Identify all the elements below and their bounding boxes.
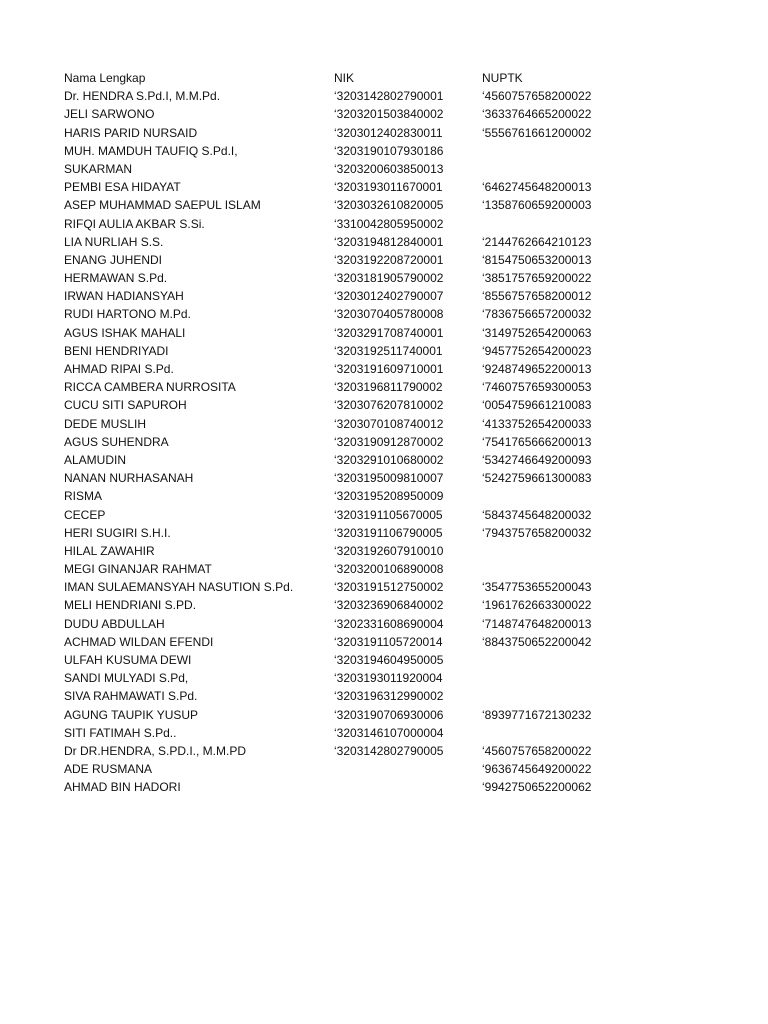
name-cell: JELI SARWONO (64, 107, 155, 122)
name-cell: SITI FATIMAH S.Pd.. (64, 725, 177, 740)
name-cell: MEGI GINANJAR RAHMAT (64, 562, 212, 577)
nuptk-cell: ‘6462745648200013 (482, 180, 592, 195)
name-cell: AHMAD BIN HADORI (64, 780, 181, 795)
nik-cell: ‘3203012402830011 (334, 125, 443, 140)
nik-cell: ‘3203070405780008 (334, 307, 444, 322)
name-cell: ADE RUSMANA (64, 762, 153, 777)
nuptk-cell: ‘9636745649200022 (482, 762, 592, 777)
nik-cell: ‘3202331608690004 (334, 616, 444, 631)
table-row (64, 342, 744, 360)
nik-cell: ‘3203191105720014 (334, 634, 443, 649)
name-cell: LIA NURLIAH S.S. (64, 234, 164, 249)
table-row (64, 760, 744, 778)
table-row (64, 633, 744, 651)
table-row (64, 542, 744, 560)
nik-cell: ‘3203076207810002 (334, 398, 444, 413)
name-cell: SUKARMAN (64, 161, 133, 176)
name-cell: MELI HENDRIANI S.PD. (64, 598, 197, 613)
nuptk-cell: ‘9942750652200062 (482, 780, 592, 795)
nik-cell: ‘3203192208720001 (334, 252, 444, 267)
table-row (64, 651, 744, 669)
nik-cell: ‘3203193011670001 (334, 180, 443, 195)
nik-cell: ‘3203191106790005 (334, 525, 443, 540)
nuptk-cell: ‘5843745648200032 (482, 507, 592, 522)
name-cell: PEMBI ESA HIDAYAT (64, 180, 181, 195)
table-row (64, 487, 744, 505)
header-nik: NIK (334, 71, 355, 85)
nik-cell: ‘3203196811790002 (334, 380, 443, 395)
name-cell: BENI HENDRIYADI (64, 343, 169, 358)
nuptk-cell: ‘8939771672130232 (482, 707, 592, 722)
nik-cell: ‘3203032610820005 (334, 198, 444, 213)
nik-cell: ‘3310042805950002 (334, 216, 444, 231)
table-row (64, 305, 744, 323)
nuptk-cell: ‘7943757658200032 (482, 525, 592, 540)
table-row (64, 105, 744, 123)
name-cell: AGUS ISHAK MAHALI (64, 325, 186, 340)
name-cell: HERMAWAN S.Pd. (64, 271, 168, 286)
table-body (64, 87, 744, 796)
nik-cell: ‘3203190706930006 (334, 707, 444, 722)
table-row (64, 778, 744, 796)
name-cell: HERI SUGIRI S.H.I. (64, 525, 171, 540)
nik-cell: ‘3203192607910010 (334, 543, 444, 558)
table-row (64, 742, 744, 760)
table-row (64, 415, 744, 433)
nuptk-cell: ‘1961762663300022 (482, 598, 592, 613)
nuptk-cell: ‘7836756657200032 (482, 307, 592, 322)
table-row (64, 706, 744, 724)
name-cell: CECEP (64, 507, 106, 522)
table-row (64, 433, 744, 451)
table-row (64, 215, 744, 233)
nik-cell: ‘3203200603850013 (334, 161, 444, 176)
nik-cell: ‘3203291708740001 (334, 325, 444, 340)
nuptk-cell: ‘3149752654200063 (482, 325, 592, 340)
nuptk-cell: ‘7460757659300053 (482, 380, 592, 395)
table-row (64, 524, 744, 542)
nik-cell: ‘3203142802790001 (334, 89, 444, 104)
table-row (64, 596, 744, 614)
nik-cell: ‘3203194812840001 (334, 234, 444, 249)
nuptk-cell: ‘4560757658200022 (482, 743, 592, 758)
table-row (64, 615, 744, 633)
nuptk-cell: ‘3851757659200022 (482, 271, 592, 286)
nik-cell: ‘3203012402790007 (334, 289, 444, 304)
nik-cell: ‘3203190912870002 (334, 434, 444, 449)
nuptk-cell: ‘8843750652200042 (482, 634, 592, 649)
nik-cell: ‘3203142802790005 (334, 743, 444, 758)
name-cell: RISMA (64, 489, 103, 504)
nik-cell: ‘3203201503840002 (334, 107, 444, 122)
table-row (64, 578, 744, 596)
name-cell: RIFQI AULIA AKBAR S.Si. (64, 216, 205, 231)
name-cell: ACHMAD WILDAN EFENDI (64, 634, 214, 649)
nik-cell: ‘3203070108740012 (334, 416, 444, 431)
nuptk-cell: ‘8154750653200013 (482, 252, 592, 267)
table-row (64, 233, 744, 251)
header-nama-lengkap: Nama Lengkap (64, 71, 146, 85)
nik-cell: ‘3203146107000004 (334, 725, 444, 740)
name-cell: NANAN NURHASANAH (64, 471, 194, 486)
nik-cell: ‘3203194604950005 (334, 653, 444, 667)
nik-cell: ‘3203200106890008 (334, 562, 444, 577)
nuptk-cell: ‘9248749652200013 (482, 362, 592, 376)
name-cell: IMAN SULAEMANSYAH NASUTION S.Pd. (64, 580, 294, 595)
table-row (64, 269, 744, 287)
table-row (64, 506, 744, 524)
name-cell: IRWAN HADIANSYAH (64, 289, 184, 304)
name-cell: CUCU SITI SAPUROH (64, 398, 187, 413)
nik-cell: ‘3203193011920004 (334, 671, 443, 686)
nik-cell: ‘3203291010680002 (334, 452, 444, 467)
table-row (64, 251, 744, 269)
table-row (64, 324, 744, 342)
name-cell: ENANG JUHENDI (64, 252, 163, 267)
table-row (64, 142, 744, 160)
table-row (64, 178, 744, 196)
name-cell: MUH. MAMDUH TAUFIQ S.Pd.I, (64, 143, 238, 158)
nuptk-cell: ‘3547753655200043 (482, 580, 592, 595)
header-nuptk: NUPTK (482, 71, 523, 85)
table-row (64, 687, 744, 705)
nuptk-cell: ‘0054759661210083 (482, 398, 592, 413)
name-cell: SANDI MULYADI S.Pd, (64, 671, 189, 686)
table-row (64, 469, 744, 487)
table-row (64, 396, 744, 414)
name-cell: AGUNG TAUPIK YUSUP (64, 707, 199, 722)
name-cell: SIVA RAHMAWATI S.Pd. (64, 689, 198, 704)
name-cell: AHMAD RIPAI S.Pd. (64, 362, 174, 376)
name-cell: DUDU ABDULLAH (64, 616, 165, 631)
name-cell: HARIS PARID NURSAID (64, 125, 198, 140)
nik-cell: ‘3203190107930186 (334, 143, 444, 158)
name-cell: ALAMUDIN (64, 452, 127, 467)
nik-cell: ‘3203195009810007 (334, 471, 444, 486)
nik-cell: ‘3203192511740001 (334, 343, 443, 358)
nik-cell: ‘3203191609710001 (334, 362, 444, 376)
table-row (64, 669, 744, 687)
nuptk-cell: ‘5556761661200002 (482, 125, 592, 140)
table-row (64, 378, 744, 396)
nuptk-cell: ‘1358760659200003 (482, 198, 592, 213)
table-row (64, 724, 744, 742)
nuptk-cell: ‘7148747648200013 (482, 616, 592, 631)
table-row (64, 451, 744, 469)
nuptk-cell: ‘7541765666200013 (482, 434, 592, 449)
name-cell: Dr DR.HENDRA, S.PD.I., M.M.PD (64, 743, 247, 758)
name-cell: Dr. HENDRA S.Pd.I, M.M.Pd. (64, 89, 221, 104)
nik-cell: ‘3203196312990002 (334, 689, 444, 704)
name-cell: AGUS SUHENDRA (64, 434, 169, 449)
table-row (64, 360, 744, 378)
nuptk-cell: ‘5242759661300083 (482, 471, 592, 486)
table-row (64, 287, 744, 305)
table-row (64, 124, 744, 142)
name-cell: DEDE MUSLIH (64, 416, 147, 431)
name-cell: RUDI HARTONO M.Pd. (64, 307, 191, 322)
nuptk-cell: ‘9457752654200023 (482, 343, 592, 358)
nik-cell: ‘3203191105670005 (334, 507, 443, 522)
nuptk-cell: ‘3633764665200022 (482, 107, 592, 122)
nik-cell: ‘3203181905790002 (334, 271, 444, 286)
table-row (64, 87, 744, 105)
name-cell: HILAL ZAWAHIR (64, 543, 155, 558)
name-cell: RICCA CAMBERA NURROSITA (64, 380, 236, 395)
nuptk-cell: ‘2144762664210123 (482, 234, 592, 249)
table-header-row (64, 69, 744, 87)
nik-cell: ‘3203236906840002 (334, 598, 444, 613)
nuptk-cell: ‘8556757658200012 (482, 289, 592, 304)
nik-cell: ‘3203191512750002 (334, 580, 444, 595)
table-row (64, 160, 744, 178)
data-table (64, 69, 744, 797)
table-row (64, 560, 744, 578)
table-row (64, 196, 744, 214)
name-cell: ULFAH KUSUMA DEWI (64, 653, 192, 667)
name-cell: ASEP MUHAMMAD SAEPUL ISLAM (64, 198, 261, 213)
nuptk-cell: ‘4560757658200022 (482, 89, 592, 104)
nuptk-cell: ‘5342746649200093 (482, 452, 592, 467)
nuptk-cell: ‘4133752654200033 (482, 416, 592, 431)
nik-cell: ‘3203195208950009 (334, 489, 444, 504)
